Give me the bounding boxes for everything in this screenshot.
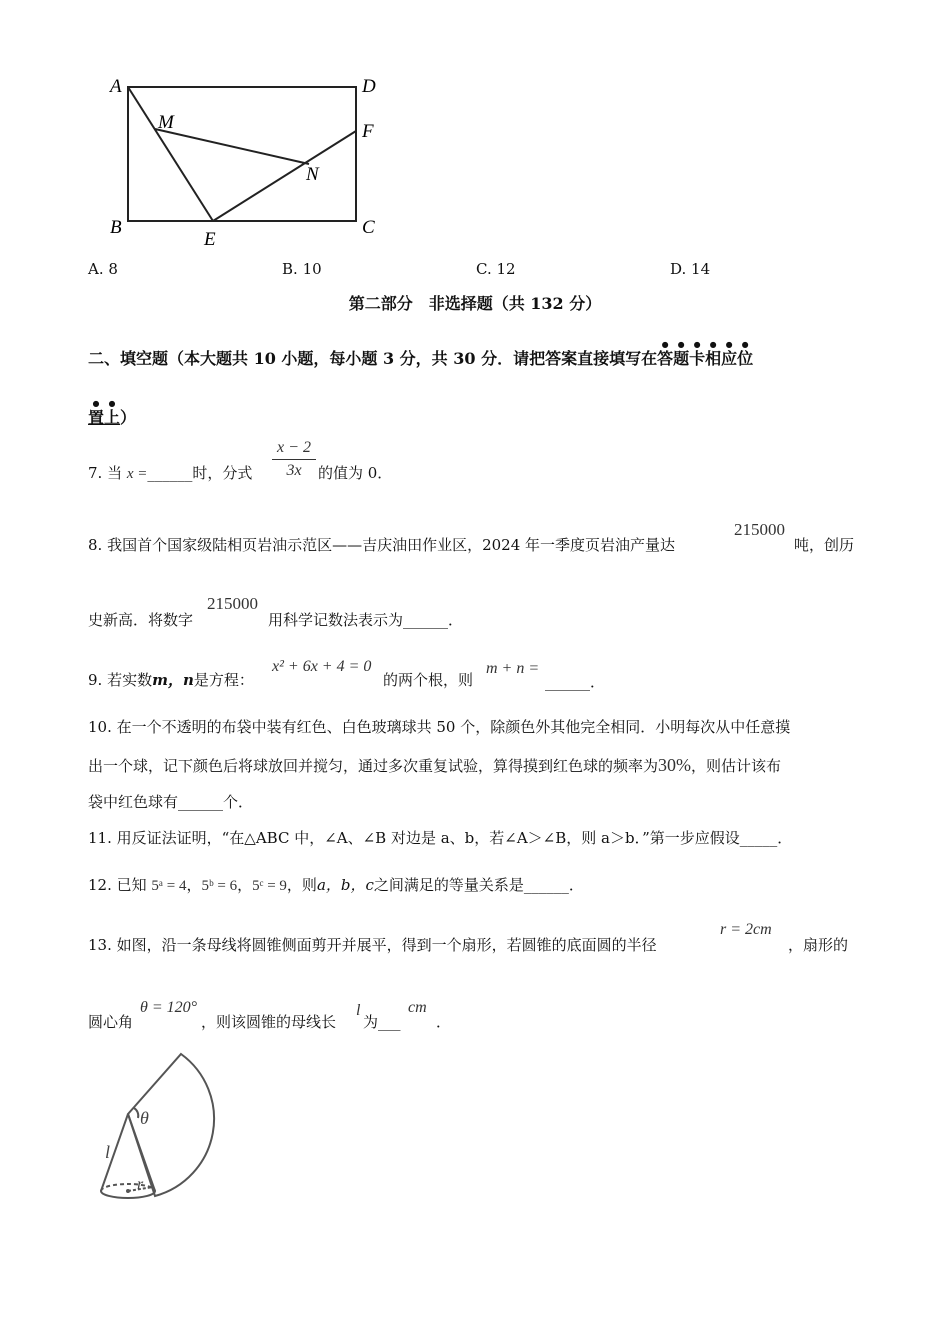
q8-line1-suffix: 吨，创历: [794, 536, 855, 554]
q8-end: ．: [448, 611, 464, 629]
q9-prefix: 9. 若实数: [88, 671, 153, 689]
cone-figure: [95, 1045, 225, 1205]
option-letter: D.: [670, 260, 687, 278]
q11-end: ．: [777, 829, 793, 847]
option-c[interactable]: [476, 259, 516, 279]
q13-line1-suffix: ，扇形的: [788, 936, 849, 954]
q8-line2-prefix: 史新高．将数字: [88, 611, 194, 629]
label-A: A: [110, 76, 122, 97]
q13-angle: θ = 120°: [140, 999, 198, 1016]
label-F: F: [362, 121, 374, 142]
q13-line2-prefix: 圆心角: [88, 1013, 134, 1031]
q12-prefix: 12. 已知: [88, 876, 147, 894]
section-heading-close: ）: [120, 408, 137, 427]
question-13-line2: [88, 1012, 133, 1032]
q8-number-2: 215000: [207, 594, 258, 613]
q7-mid: 时，分式: [192, 464, 253, 482]
part-title: 第二部分 非选择题（共 132 分）: [348, 294, 602, 313]
q9-mid2: 的两个根，则: [383, 671, 474, 689]
q10-line2-prefix: 出一个球，记下颜色后将球放回并搅匀，通过多次重复试验，算得摸到红色球的频率为: [88, 757, 659, 775]
q7-fraction: [272, 438, 316, 481]
q10-percent: 30%: [658, 755, 692, 775]
q10-line2-suffix: ，则估计该布: [691, 757, 782, 775]
question-9: [88, 670, 254, 690]
q7-blank[interactable]: ______: [147, 464, 193, 482]
label-N: N: [306, 164, 319, 185]
question-11: [88, 828, 792, 848]
q12-blank[interactable]: ______: [523, 876, 569, 894]
q13-radius: r = 2cm: [720, 921, 772, 938]
section-heading-line2: [88, 398, 136, 428]
q10-line3-suffix: 个．: [223, 793, 254, 811]
question-8-line1: [88, 535, 675, 555]
q12-vars: a，b，c: [316, 876, 374, 894]
option-value: 10: [302, 260, 322, 278]
q8-line1-prefix: 8. 我国首个国家级陆相页岩油示范区——吉庆油田作业区，2024 年一季度页岩油产量达: [88, 536, 676, 554]
label-D: D: [362, 76, 376, 97]
q9-vars: m，n: [152, 671, 194, 689]
q13-l-var: l: [356, 1002, 361, 1019]
section-heading-emphasis: 答题卡相应位: [657, 349, 754, 368]
question-7: [88, 463, 252, 484]
q8-number-1: 215000: [734, 520, 785, 539]
q13-end: ．: [436, 1013, 452, 1031]
q13-line2-mid: ，则该圆锥的母线长: [201, 1013, 337, 1031]
q9-mid: 是方程：: [193, 671, 254, 689]
option-d[interactable]: [670, 259, 710, 279]
r-label: r: [137, 1176, 144, 1193]
question-10-line1: 10. 在一个不透明的布袋中装有红色、白色玻璃球共 50 个，除颜色外其他完全相同．小明每次从中任意摸: [88, 718, 791, 736]
question-12: 12. 已知 5ᵃ = 4，5ᵇ = 6，5ᶜ = 9，则a，b，c之间满足的等量关系是______．: [88, 876, 584, 894]
option-a[interactable]: [88, 259, 118, 279]
q9-equation: x² + 6x + 4 = 0: [272, 658, 372, 675]
q12-suffix: 之间满足的等量关系是: [373, 876, 524, 894]
option-letter: C.: [476, 260, 492, 278]
q12-eq2: 5ᵇ = 6: [201, 878, 238, 894]
label-E: E: [204, 229, 216, 250]
option-letter: A.: [88, 260, 104, 278]
l-label: l: [105, 1142, 111, 1162]
q12-eq3: 5ᶜ = 9: [252, 878, 287, 894]
q10-line3-prefix: 袋中红色球有: [88, 793, 179, 811]
question-10-line2: [88, 755, 781, 776]
q8-line2-suffix: 用科学记数法表示为: [268, 611, 404, 629]
q7-numerator: x − 2: [277, 439, 311, 456]
label-B: B: [110, 217, 122, 238]
section-heading: [88, 339, 753, 369]
q9-expr: m + n =: [486, 660, 540, 677]
q11-blank[interactable]: _____: [739, 829, 778, 847]
label-M: M: [158, 112, 174, 133]
question-8-line2: [88, 610, 193, 630]
q13-unit: cm: [408, 999, 427, 1016]
rectangle-figure: [100, 70, 400, 250]
option-letter: B.: [282, 260, 298, 278]
question-10-line3: [88, 792, 253, 812]
option-value: 8: [108, 260, 118, 278]
q8-blank[interactable]: ______: [403, 611, 449, 629]
theta-label: θ: [140, 1108, 149, 1128]
q10-blank[interactable]: ______: [178, 793, 224, 811]
q12-mid: ，则: [286, 876, 317, 894]
q7-suffix: 的值为 0．: [318, 464, 393, 482]
option-b[interactable]: [282, 259, 322, 279]
q13-blank[interactable]: ___: [378, 1013, 401, 1031]
option-value: 12: [496, 260, 516, 278]
q13-answer: [363, 1012, 401, 1032]
q12-eq1: 5ᵃ = 4: [151, 878, 187, 894]
label-C: C: [362, 217, 375, 238]
fraction-bar: [272, 459, 316, 460]
section-heading-text: 二、填空题（本大题共 10 小题，每小题 3 分，共 30 分．请把答案直接填写在: [88, 349, 658, 368]
q13-mid2: 为: [363, 1013, 379, 1031]
q7-prefix: 7. 当: [88, 464, 123, 482]
section-heading-emphasis-2: 置上: [88, 408, 121, 427]
q12-end: ．: [568, 876, 584, 894]
q9-answer: [545, 672, 605, 692]
option-value: 14: [691, 260, 711, 278]
q9-blank[interactable]: ______: [545, 673, 590, 691]
q8-line2-rest: [268, 610, 463, 630]
q7-denominator: 3x: [286, 462, 302, 479]
question-13-line1: 13. 如图，沿一条母线将圆锥侧面剪开并展平，得到一个扇形，若圆锥的底面圆的半径: [88, 936, 657, 954]
q9-end: ．: [590, 673, 606, 691]
q7-var: x =: [126, 466, 148, 482]
q11-text: 11. 用反证法证明，“在△ABC 中，∠A、∠B 对边是 a、b，若∠A＞∠B，则 a＞b．”第一步应假设: [88, 829, 740, 847]
